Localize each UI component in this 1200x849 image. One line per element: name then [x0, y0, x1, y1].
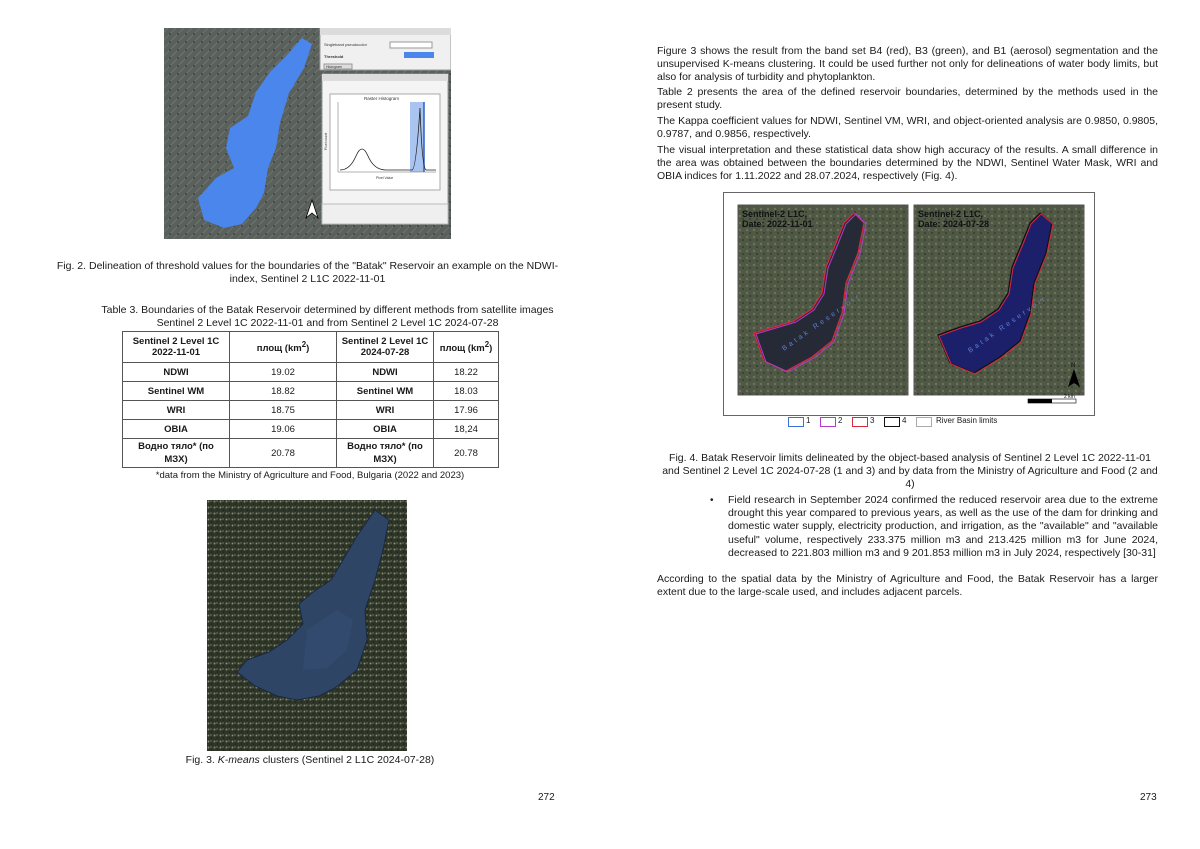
paragraph: Table 2 presents the area of the defined reservoir boundaries, determined by the methods used in the present study. [657, 86, 1158, 112]
legend-label: 1 [806, 416, 811, 425]
table-cell: 20.78 [230, 439, 337, 468]
right-panel-reservoir-label: Batak Reservoir [967, 294, 1049, 355]
histogram-x-label: Pixel Value [376, 176, 394, 180]
table-cell: 18,24 [434, 420, 499, 439]
figure-2-caption: Fig. 2. Delineation of threshold values for the boundaries of the "Batak" Reservoir an example on the NDWI-index, Sentinel 2 L1C 2022-11-01 [56, 260, 559, 285]
table-cell: 18.75 [230, 401, 337, 420]
bullet-icon: • [710, 495, 714, 506]
table-cell: OBIA [123, 420, 230, 439]
table-cell: Sentinel WM [337, 382, 434, 401]
table-cell: OBIA [337, 420, 434, 439]
closing-paragraph: According to the spatial data by the Ministry of Agriculture and Food, the Batak Reservoir has a larger extent due to the large-scale used, and includes adjacent parcels. [657, 573, 1158, 599]
table-3-caption: Table 3. Boundaries of the Batak Reservoir determined by different methods from satellite images Sentinel 2 Level 1C 2022-11-01 and from Sentinel 2 Level 1C 2024-07-28 [101, 304, 554, 329]
table-cell: Водно тяло* (по МЗХ) [337, 439, 434, 468]
bullet-paragraph: Field research in September 2024 confirmed the reduced reservoir area due to the extreme drought this year compared to previous years, as well as the use of the dam for drinking and domestic water supply, electricity production, and irrigation, as the "available" and "available useful" volume, respectively 233.375 million m3 and 213.425 million m3 for June 2024, decreased to 221.803 million m3 and 9 201.853 million m3 in July 2024, respectively [30-31] [728, 494, 1158, 559]
figure-4-caption: Fig. 4. Batak Reservoir limits delineated by the object-based analysis of Sentinel 2 Level 1C 2022-11-01 and Sentinel 2 Level 1C 2024-07-28 (1 and 3) and by data from the Ministry of Agriculture and Food (2 and 4) [662, 452, 1158, 490]
legend-swatch-2 [820, 417, 836, 427]
table-header-row [123, 332, 499, 363]
table-row [123, 420, 499, 439]
figure-3-caption [120, 754, 500, 767]
legend-swatch-4 [884, 417, 900, 427]
figure-4-image [724, 193, 1094, 415]
table-row [123, 401, 499, 420]
north-label: N [1071, 363, 1076, 369]
dialog-threshold-label: Threshold [324, 54, 344, 59]
page-number: 272 [538, 792, 555, 803]
table-row [123, 382, 499, 401]
legend-swatch-3 [852, 417, 868, 427]
histogram-y-label: Pixel count [324, 132, 328, 150]
legend-label: 2 [838, 416, 843, 425]
table-cell: WRI [337, 401, 434, 420]
table-cell: Водно тяло* (по МЗХ) [123, 439, 230, 468]
paragraph: The Kappa coefficient values for NDWI, Sentinel VM, WRI, and object-oriented analysis are 0.9850, 0.9805, 0.9787, and 0.9856, respectively. [657, 115, 1158, 141]
figure-2-image [164, 28, 451, 239]
table-cell: 19.02 [230, 363, 337, 382]
table-cell: 19.06 [230, 420, 337, 439]
right-panel-title: Sentinel-2 L1C, [918, 209, 984, 219]
table-cell: 18.03 [434, 382, 499, 401]
table-cell: NDWI [123, 363, 230, 382]
figure-3-caption-method: K-means [217, 754, 260, 766]
table-cell: 17.96 [434, 401, 499, 420]
paragraph: The visual interpretation and these statistical data show high accuracy of the results. A small difference in the area was obtained between the boundaries determined by the NDWI, Sentinel Water Mask, WRI and OBIA indices for 1.11.2022 and 28.07.2024, respectively (Fig. 4). [657, 144, 1158, 183]
table-header: площ $(km^2)$ [434, 332, 499, 363]
figure-4-map [723, 192, 1095, 416]
table-row [123, 439, 499, 468]
left-panel-date: Date: 2022-11-01 [742, 219, 813, 229]
figure-4-legend [788, 416, 1048, 428]
table-3 [122, 331, 499, 468]
left-panel-title: Sentinel-2 L1C, [742, 209, 808, 219]
figure-3-image [207, 500, 407, 751]
dialog-render-type: Singleband pseudocolor [324, 42, 367, 47]
histogram-title: Raster Histogram [364, 96, 400, 101]
paragraph: Figure 3 shows the result from the band set B4 (red), B3 (green), and B1 (aerosol) segmentation and the unsupervised K-means clustering. It could be used further not only for delineations of water body limits, but also for analysis of turbidity and phytoplankton. [657, 45, 1158, 84]
figure-3-kmeans-image [207, 500, 407, 751]
page-number: 273 [1140, 792, 1157, 803]
scale-label: 2 km [1064, 394, 1075, 400]
table-cell: NDWI [337, 363, 434, 382]
table-cell: 18.82 [230, 382, 337, 401]
table-cell: 20.78 [434, 439, 499, 468]
dialog-histogram-button: Histogram [326, 65, 342, 69]
left-panel-reservoir-label: Batak Reservoir [781, 292, 863, 353]
right-page [600, 0, 1200, 849]
figure-2-threshold-screenshot [164, 28, 451, 239]
table-cell: Sentinel WM [123, 382, 230, 401]
table-row [123, 363, 499, 382]
table-header: площ $(km^2)$ [230, 332, 337, 363]
figure-3-caption-prefix: Fig. 3. [185, 754, 218, 766]
table-cell: WRI [123, 401, 230, 420]
figure-3-caption-suffix: clusters (Sentinel 2 L1C 2024-07-28) [259, 754, 435, 766]
table-cell: 18.22 [434, 363, 499, 382]
legend-label: 3 [870, 416, 875, 425]
legend-swatch-basin [916, 417, 932, 427]
right-panel-date: Date: 2024-07-28 [918, 219, 990, 229]
table-header: Sentinel 2 Level 1C 2024-07-28 [337, 332, 434, 363]
legend-label: 4 [902, 416, 907, 425]
legend-swatch-1 [788, 417, 804, 427]
table-3-note: *data from the Ministry of Agriculture and Food, Bulgaria (2022 and 2023) [155, 470, 465, 481]
table-header: Sentinel 2 Level 1C 2022-11-01 [123, 332, 230, 363]
legend-label: River Basin limits [936, 416, 998, 425]
